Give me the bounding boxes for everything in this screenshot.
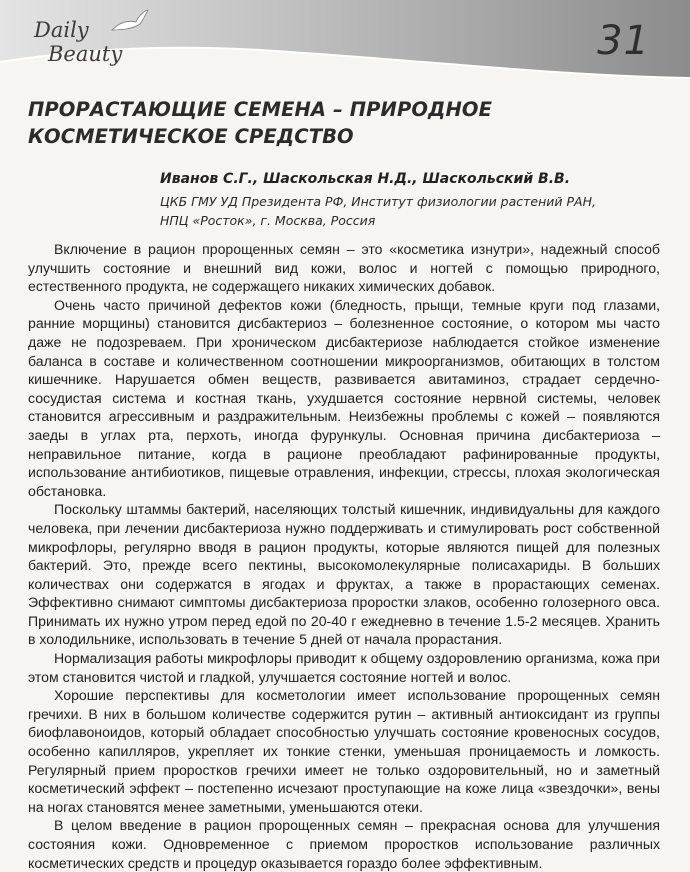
body-paragraph: Поскольку штаммы бактерий, населяющих толстый кишечник, индивидуальны для каждого человека, при лечении дисбактериоза нужно поддерживать и стимулировать рост собственной микрофлоры, регулярно вводя в рацион продукты, которые являются пищей для полезных бактерий. Это, прежде всего пектины, высокомолекулярные полисахариды. В больших количествах они содержатся в ягодах и фруктах, а также в прорастающих семенах. Эффективно снимают симптомы дисбактериоза проростки злаков, особенно голозерного овса. Принимать их нужно утром перед едой по 20-40 г ежедневно в течение 1.5-2 месяцев. Хранить в холодильнике, использовать в течение 5 дней от начала прорастания. (28, 501, 660, 648)
page-number: 31 (597, 18, 650, 64)
logo-word-beauty: Beauty (48, 42, 123, 66)
logo-word-daily: Daily (34, 18, 89, 42)
author-affiliation (160, 192, 640, 230)
article-authors: Иванов С.Г., Шаскольская Н.Д., Шаскольский В.В. (160, 171, 571, 187)
body-paragraph: Хорошие перспективы для косметологии имеет использование пророщенных семян гречихи. В них в большом количестве содержится рутин – активный антиоксидант из группы биофлавоноидов, который обладает способностью улучшать состояние кровеносных сосудов, особенно капилляров, укрепляет их тонкие стенки, уменьшая проницаемость и ломкость. Регулярный прием проростков гречихи имеет не только оздоровительный, но и заметный косметический эффект – постепенно исчезают проступающие на коже лица «звездочки», вены на ногах становятся менее заметными, уменьшаются отеки. (28, 687, 660, 815)
article-body (28, 240, 660, 872)
body-paragraph: Очень часто причиной дефектов кожи (бледность, прыщи, темные круги под глазами, ранние морщины) становится дисбактериоз – болезненное состояние, о котором мы часто даже не подозреваем. При хроническом дисбактериозе наблюдается стойкое изменение баланса в составе и количественном соотношении микроорганизмов, обитающих в толстом кишечнике. Нарушается обмен веществ, развивается авитаминоз, страдает сердечно-сосудистая система и костная ткань, ухудшается состояние нервной системы, человек становится агрессивным и раздражительным. Неизбежны проблемы с кожей – появляются заеды в углах рта, перхоть, иногда фурункулы. Основная причина дисбактериоза – неправильное питание, когда в рационе преобладают рафинированные продукты, использование антибиотиков, пищевые отравления, инфекции, стрессы, плохая экологическая обстановка. (28, 296, 660, 499)
logo (28, 12, 148, 72)
body-paragraph: Нормализация работы микрофлоры приводит к общему оздоровлению организма, кожа при этом становится чистой и гладкой, улучшается состояние ногтей и волос. (28, 650, 660, 685)
affiliation-line: НПЦ «Росток», г. Москва, Россия (160, 213, 376, 228)
body-paragraph: В целом введение в рацион пророщенных семян – прекрасная основа для улучшения состояния кожи. Одновременное с приемом проростков использование различных косметических средств и процедур оказывается гораздо более эффективным. (28, 817, 660, 871)
affiliation-line: ЦКБ ГМУ УД Президента РФ, Институт физиологии растений РАН, (160, 194, 596, 209)
body-paragraph: Включение в рацион пророщенных семян – это «косметика изнутри», надежный способ улучшить состояние и внешний вид кожи, волос и ногтей с помощью природного, естественного продукта, не содержащего никаких химических добавок. (28, 241, 660, 295)
article-title: ПРОРАСТАЮЩИЕ СЕМЕНА – ПРИРОДНОЕ КОСМЕТИЧЕСКОЕ СРЕДСТВО (28, 98, 493, 148)
bird-icon (110, 8, 150, 38)
